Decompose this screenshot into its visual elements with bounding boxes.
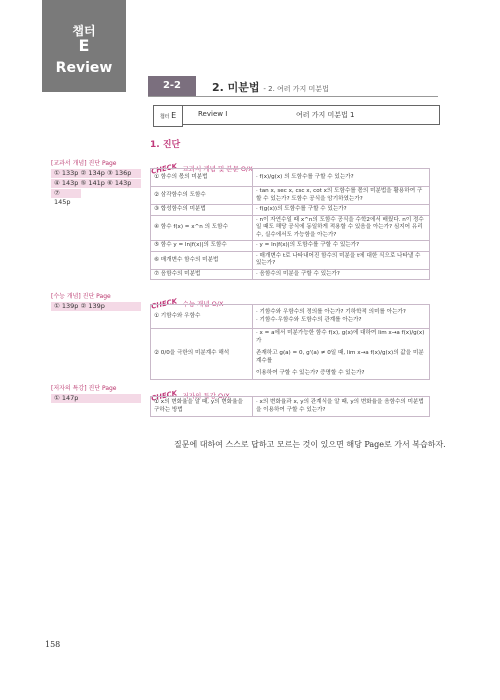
table-row <box>151 305 430 329</box>
note-title: [교과서 개념] 진단 Page <box>51 160 117 167</box>
question-cell: ① x의 변화율을 알 때, y의 변화율을 구하는 방법 <box>151 397 253 417</box>
answer-cell: · n이 자연수일 때 x^n의 도함수 공식을 수학2에서 배웠다. n이 정수일 때도 해당 공식에 동일하게 적용할 수 있음을 아는가? 심지어 유리수, 실수에서도 가능함을 아는가? <box>253 215 430 241</box>
textbook-check-table <box>150 168 430 280</box>
question-cell: ① 기함수와 우함수 <box>151 305 253 329</box>
note-row: ① 139p ② 139p <box>51 302 141 311</box>
section-divider <box>148 96 438 97</box>
answer-cell: · f(x)/g(x) 의 도함수를 구할 수 있는가? <box>253 169 430 187</box>
table-row <box>151 241 430 252</box>
table-row <box>151 187 430 205</box>
answer-line: 이용하여 구할 수 있는가? 증명할 수 있는가? <box>256 370 365 377</box>
table-row <box>151 205 430 216</box>
table-row <box>151 397 430 417</box>
review-chip <box>153 105 183 127</box>
section-subtitle: - 2. 여러 가지 미분법 <box>263 85 329 93</box>
table-row <box>151 215 430 241</box>
question-cell: ⑦ 음함수의 미분법 <box>151 269 253 280</box>
chapter-letter: E <box>78 36 90 55</box>
check-title: 저자의 특강 O/X <box>182 392 230 400</box>
question-cell: ② 삼각함수의 도함수 <box>151 187 253 205</box>
question-cell: ② 0/0을 극한의 미분계수 해석 <box>151 329 253 380</box>
note-title: [저자의 특강] 진단 Page <box>51 385 117 392</box>
answer-line: · 기함수와 우함수의 정의를 아는가? 기하학적 의미를 아는가? <box>256 308 406 315</box>
note-title: [수능 개념] 진단 Page <box>51 293 111 300</box>
check-tag: CHECK <box>150 162 178 176</box>
answer-cell <box>253 329 430 380</box>
section-title <box>212 79 329 95</box>
answer-line: · 기함수·우함수와 도함수의 관계를 아는가? <box>256 316 362 323</box>
note-row: ① 147p <box>51 394 141 403</box>
section-number: 2-2 <box>148 76 196 96</box>
note-suneung <box>51 291 141 311</box>
question-cell: ① 함수의 몫의 미분법 <box>151 169 253 187</box>
answer-cell: · f(g(x))의 도함수를 구할 수 있는가? <box>253 205 430 216</box>
answer-cell: · y = ln|f(x)|의 도함수를 구할 수 있는가? <box>253 241 430 252</box>
review-subtitle: 여러 가지 미분법 1 <box>296 111 355 119</box>
chapter-tab <box>42 0 126 92</box>
answer-cell: · tan x, sec x, csc x, cot x의 도함수를 몫의 미분법을 활용하여 구할 수 있는가? 도함수 공식을 암기하였는가? <box>253 187 430 205</box>
question-cell: ④ 함수 f(x) = x^n 의 도함수 <box>151 215 253 241</box>
question-cell: ⑥ 매개변수 함수의 미분법 <box>151 251 253 269</box>
review-chip-letter: E <box>171 111 177 120</box>
section-title-text: 2. 미분법 <box>212 81 260 94</box>
answer-cell: · x의 변화율과 x, y의 관계식을 알 때, y의 변화율을 음함수의 미분법을 이용하여 구할 수 있는가? <box>253 397 430 417</box>
question-cell: ⑤ 함수 y = ln|f(x)|의 도함수 <box>151 241 253 252</box>
note-textbook <box>51 158 141 206</box>
page-number: 158 <box>45 640 61 649</box>
review-chip-top: 챕터 <box>159 114 170 120</box>
check-title: 수능 개념 O/X <box>182 300 224 308</box>
check-tag: CHECK <box>150 297 178 311</box>
table-row <box>151 251 430 269</box>
question-cell: ③ 합성함수의 미분법 <box>151 205 253 216</box>
chapter-review: Review <box>55 60 113 76</box>
answer-line: 존재하고 g(a) = 0, g'(a) ≠ 0일 때, lim x→a f(x)/g(x)의 값을 미분계수를 <box>256 350 424 364</box>
answer-cell: · 음함수의 미분을 구할 수 있는가? <box>253 269 430 280</box>
review-instruction: 질문에 대하여 스스로 답하고 모르는 것이 있으면 해당 Page로 가서 복습하자. <box>174 440 446 449</box>
chapter-label: 챕터 <box>72 24 96 38</box>
check-tag: CHECK <box>150 389 178 403</box>
suneung-check-table <box>150 304 430 380</box>
review-label: Review Ⅰ <box>198 110 228 118</box>
answer-cell: · 매개변수 t로 나타내어진 함수의 미분을 t에 대한 식으로 나타낼 수 있는가? <box>253 251 430 269</box>
author-check-table <box>150 396 430 417</box>
note-author <box>51 383 141 403</box>
table-row <box>151 269 430 280</box>
review-box <box>153 105 440 125</box>
note-row: ⑦ 145p <box>51 189 81 198</box>
table-row <box>151 169 430 187</box>
check-title: 교과서 개념 및 본문 O/X <box>182 165 253 173</box>
answer-line: · x = a에서 미분가능한 함수 f(x), g(x)에 대하여 lim x→a f(x)/g(x)가 <box>256 330 425 344</box>
table-row <box>151 329 430 380</box>
answer-cell <box>253 305 430 329</box>
note-row: ④ 143p ⑤ 141p ⑥ 143p <box>51 179 141 188</box>
diagnosis-heading: 1. 진단 <box>150 140 181 150</box>
note-row: ① 133p ② 134p ③ 136p <box>51 169 141 178</box>
